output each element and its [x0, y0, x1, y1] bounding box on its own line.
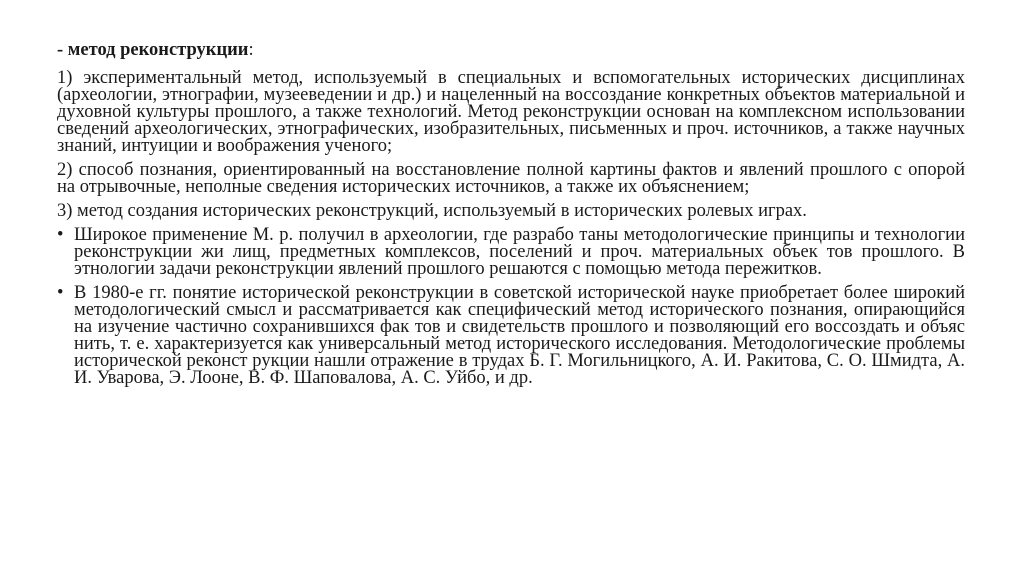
bullet-icon: • [57, 225, 64, 245]
bullet-icon: • [57, 283, 64, 303]
section-heading [57, 40, 965, 60]
definition-paragraph-2: 2) способ познания, ориентированный на восстановление полной картины фактов и явлений прошлого с опорой на отрывочные, неполные сведения исторических источников, а также их объяснением; [57, 160, 965, 197]
heading-title: - метод реконструкции [57, 40, 249, 60]
definition-paragraph-1: 1) экспериментальный метод, используемый в специальных и вспомогательных исторических дисциплинах (археологии, этнографии, музееведении и др.) и нацеленный на воссоздание конкретных объектов материальной и духовной культуры прошлого, а также технологий. Метод реконструкции основан на комплексном использовании сведений археологических, этнографических, изобразительных, письменных и проч. источников, а также научных знаний, интуиции и воображения ученого; [57, 68, 965, 156]
heading-colon: : [248, 40, 254, 60]
bullet-text: Широкое применение М. р. получил в археологии, где разрабо таны методологические принципы и технологии реконструкции жи лищ, предметных комплексов, поселений и проч. материальных объек тов прошлого. В этнологии задачи реконструкции явлений прошлого решаются с помощью метода пережитков. [74, 225, 965, 279]
bullet-item-archaeology [57, 227, 965, 278]
bullet-text: В 1980-е гг. понятие исторической реконструкции в советской исторической науке приобретает более широкий методологический смысл и рассматривается как специфический метод исторического познания, опирающийся на изучение частично сохранившихся фак тов и свидетельств прошлого и позволяющий его воссоздать и объяс нить, т. е. характеризуется как универсальный метод исторического исследования. Методологические проблемы исторической реконст рукции нашли отражение в трудах Б. Г. Могильницкого, А. И. Ракитова, С. О. Шмидта, А. И. Уварова, Э. Лооне, В. Ф. Шаповалова, А. С. Уйбо, и др. [74, 283, 965, 388]
bullet-item-1980s [57, 285, 965, 387]
definition-paragraph-3: 3) метод создания исторических реконструкций, используемый в исторических ролевых играх. [57, 201, 807, 221]
slide-content [57, 40, 965, 394]
